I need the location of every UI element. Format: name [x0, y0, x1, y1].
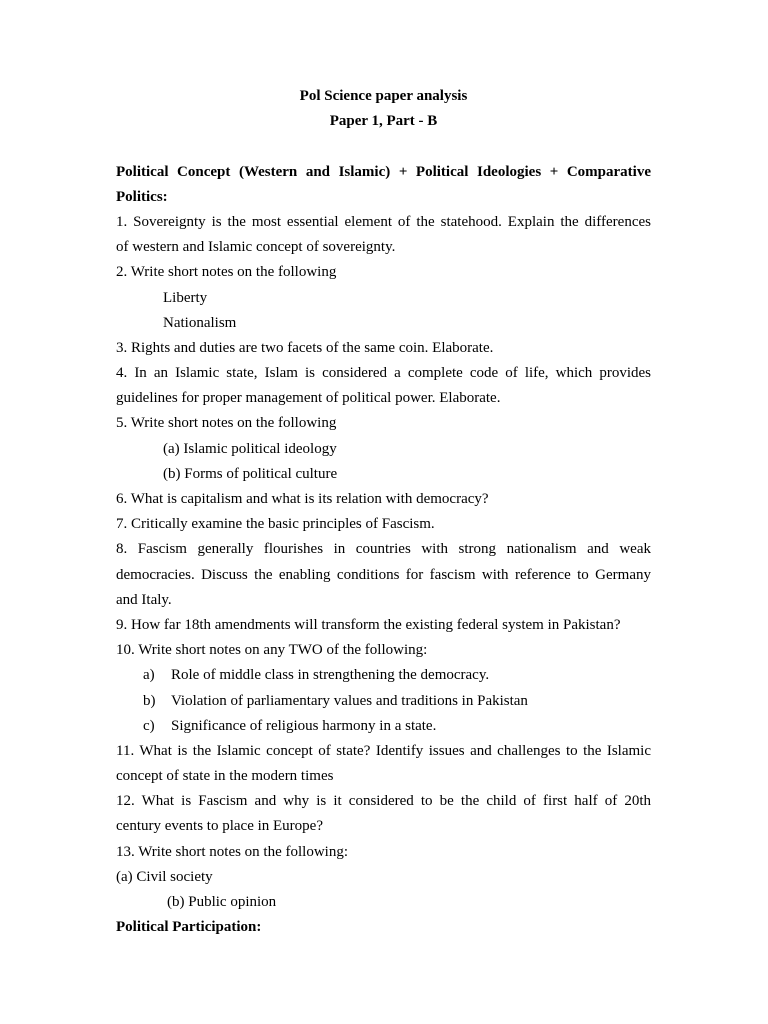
question-8: 8. Fascism generally flourishes in countries with strong nationalism and weak [116, 541, 651, 558]
list-marker: a) [143, 667, 155, 684]
question-12: 12. What is Fascism and why is it considered to be the child of first half of 20th [116, 793, 651, 810]
list-marker: b) [143, 692, 156, 709]
question-13-item-b: (b) Public opinion [167, 894, 277, 910]
question-8-continued: democracies. Discuss the enabling conditions for fascism with reference to Germany [116, 566, 651, 583]
question-1-continued: of western and Islamic concept of sovereignty. [116, 239, 396, 256]
question-11-continued: concept of state in the modern times [116, 768, 334, 785]
question-13-item-a: (a) Civil society [116, 868, 213, 885]
question-12-continued: century events to place in Europe? [116, 818, 323, 835]
document-subtitle: Paper 1, Part - B [329, 113, 438, 130]
section-heading-continued: Politics: [116, 188, 168, 205]
question-2-item-nationalism: Nationalism [163, 314, 237, 331]
document-title: Pol Science paper analysis [299, 88, 468, 104]
list-item-text: Significance of religious harmony in a state. [171, 717, 437, 734]
section-heading-political-participation: Political Participation: [116, 919, 262, 936]
question-3: 3. Rights and duties are two facets of the same coin. Elaborate. [116, 339, 494, 356]
question-8-end: and Italy. [116, 591, 172, 608]
question-10: 10. Write short notes on any TWO of the following: [116, 642, 428, 659]
question-10-item-b [116, 689, 651, 714]
question-4: 4. In an Islamic state, Islam is considered a complete code of life, which provides [116, 365, 651, 382]
question-11: 11. What is the Islamic concept of state? Identify issues and challenges to the Islamic [116, 742, 651, 759]
question-1: 1. Sovereignty is the most essential element of the statehood. Explain the differences [116, 213, 651, 230]
question-2-item-liberty: Liberty [163, 289, 208, 306]
blank-line [116, 134, 651, 159]
question-2: 2. Write short notes on the following [116, 264, 337, 281]
question-5-item-b: (b) Forms of political culture [163, 465, 338, 482]
question-10-item-c [116, 714, 651, 739]
question-4-continued: guidelines for proper management of political power. Elaborate. [116, 390, 501, 407]
list-item-text: Role of middle class in strengthening the democracy. [171, 667, 490, 684]
list-marker: c) [143, 717, 155, 734]
question-9: 9. How far 18th amendments will transform the existing federal system in Pakistan? [116, 616, 621, 633]
list-item-text: Violation of parliamentary values and traditions in Pakistan [171, 692, 528, 709]
question-6: 6. What is capitalism and what is its relation with democracy? [116, 491, 489, 507]
question-7: 7. Critically examine the basic principles of Fascism. [116, 516, 435, 533]
question-10-item-a [116, 663, 651, 688]
document-page [116, 84, 651, 940]
question-5: 5. Write short notes on the following [116, 415, 337, 432]
section-heading: Political Concept (Western and Islamic) + Political Ideologies + Comparative [116, 163, 651, 180]
question-5-item-a: (a) Islamic political ideology [163, 440, 337, 457]
question-13: 13. Write short notes on the following: [116, 843, 349, 860]
